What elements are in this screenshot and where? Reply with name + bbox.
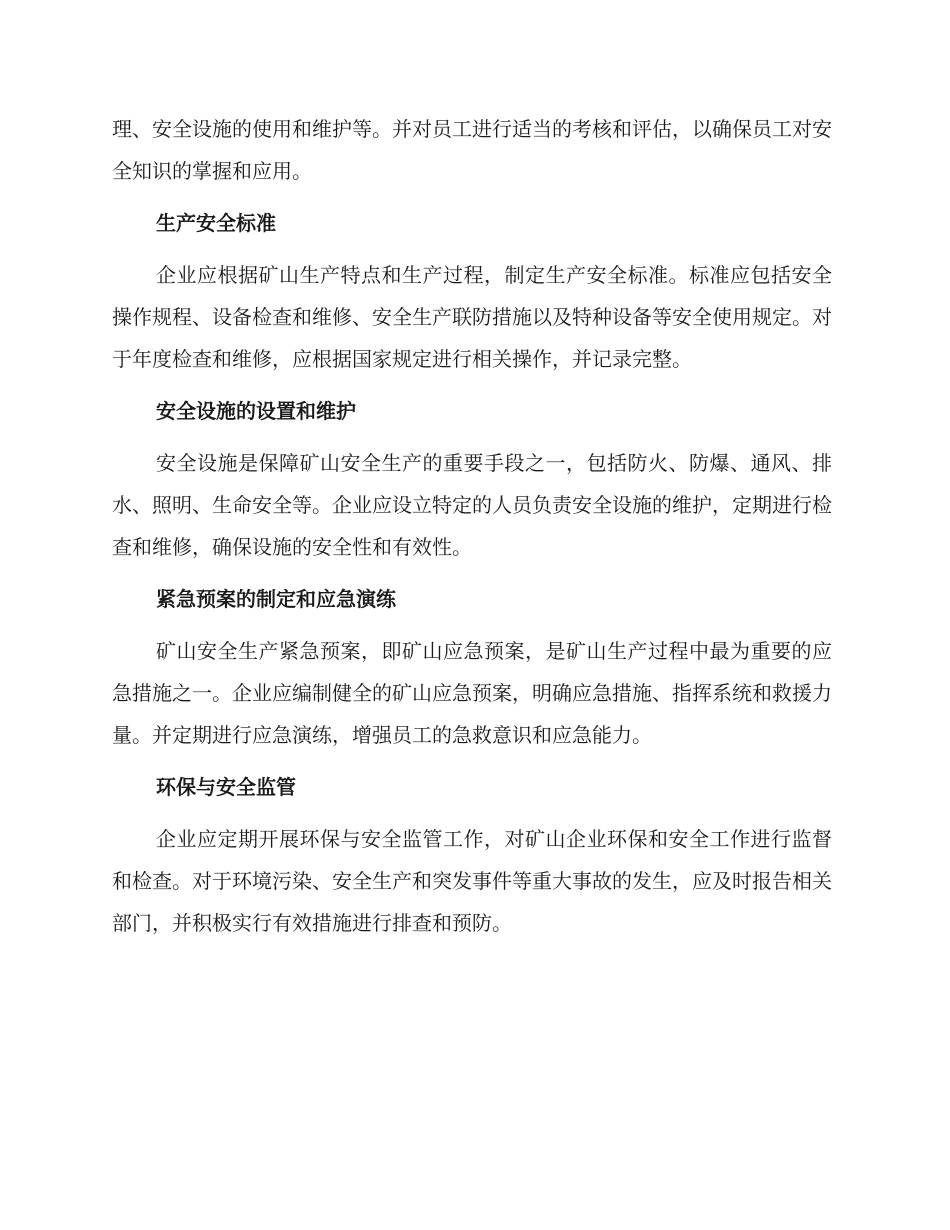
section-heading: 安全设施的设置和维护	[156, 399, 356, 423]
document-page	[112, 108, 832, 944]
section-paragraph: 企业应根据矿山生产特点和生产过程，制定生产安全标准。标准应包括安全操作规程、设备检查和维修、安全生产联防措施以及特种设备等安全使用规定。对于年度检查和维修，应根据国家规定进行相关操作，并记录完整。	[112, 263, 832, 371]
section-paragraph: 矿山安全生产紧急预案，即矿山应急预案，是矿山生产过程中最为重要的应急措施之一。企业应编制健全的矿山应急预案，明确应急措施、指挥系统和救援力量。并定期进行应急演练，增强员工的急救意识和应急能力。	[112, 639, 832, 747]
section-heading: 紧急预案的制定和应急演练	[156, 587, 396, 611]
section-heading: 生产安全标准	[156, 211, 276, 235]
intro-paragraph: 理、安全设施的使用和维护等。并对员工进行适当的考核和评估，以确保员工对安全知识的掌握和应用。	[112, 117, 832, 183]
section-heading: 环保与安全监管	[156, 775, 296, 799]
section-paragraph: 企业应定期开展环保与安全监管工作，对矿山企业环保和安全工作进行监督和检查。对于环境污染、安全生产和突发事件等重大事故的发生，应及时报告相关部门，并积极实行有效措施进行排查和预防。	[112, 827, 832, 935]
section-paragraph: 安全设施是保障矿山安全生产的重要手段之一，包括防火、防爆、通风、排水、照明、生命安全等。企业应设立特定的人员负责安全设施的维护，定期进行检查和维修，确保设施的安全性和有效性。	[112, 451, 832, 559]
